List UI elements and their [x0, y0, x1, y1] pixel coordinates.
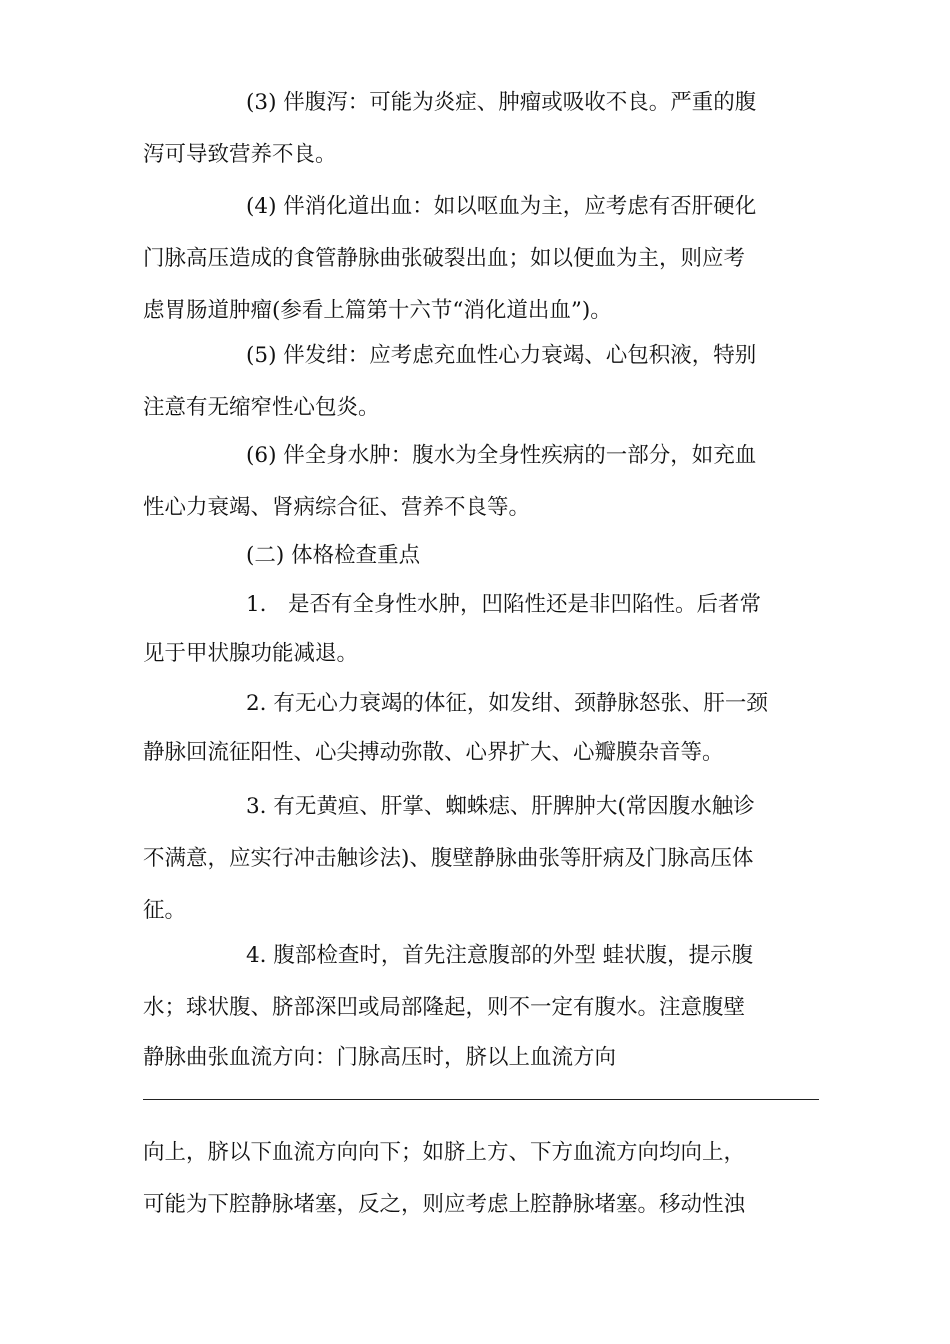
paragraph-line: (3) 伴腹泻：可能为炎症、肿瘤或吸收不良。严重的腹: [246, 90, 757, 115]
list-item-line: 静脉回流征阳性、心尖搏动弥散、心界扩大、心瓣膜杂音等。: [143, 740, 724, 765]
paragraph-line: 向上，脐以下血流方向向下；如脐上方、下方血流方向均向上，: [143, 1140, 746, 1165]
list-item-line: 1. 是否有全身性水肿，凹陷性还是非凹陷性。后者常: [246, 592, 762, 617]
list-item-line: 水；球状腹、脐部深凹或局部隆起，则不一定有腹水。注意腹壁: [143, 995, 746, 1020]
paragraph-line: 可能为下腔静脉堵塞，反之，则应考虑上腔静脉堵塞。移动性浊: [143, 1192, 746, 1217]
paragraph-line: (6) 伴全身水肿：腹水为全身性疾病的一部分，如充血: [246, 443, 757, 468]
paragraph-line: (5) 伴发绀：应考虑充血性心力衰竭、心包积液，特别: [246, 343, 757, 368]
list-item-line: 4. 腹部检查时，首先注意腹部的外型 蛙状腹，提示腹: [246, 943, 754, 968]
list-item-line: 静脉曲张血流方向：门脉高压时，脐以上血流方向: [143, 1045, 617, 1070]
paragraph-line: (4) 伴消化道出血：如以呕血为主，应考虑有否肝硬化: [246, 194, 757, 219]
page-divider: [143, 1099, 819, 1100]
list-item-line: 征。: [143, 898, 187, 923]
paragraph-line: 泻可导致营养不良。: [143, 142, 337, 167]
paragraph-line: 虑胃肠道肿瘤(参看上篇第十六节“消化道出血”)。: [143, 298, 612, 323]
paragraph-line: 门脉高压造成的食管静脉曲张破裂出血；如以便血为主，则应考: [143, 246, 746, 271]
paragraph-line: 性心力衰竭、肾病综合征、营养不良等。: [143, 495, 531, 520]
list-item-line: 2. 有无心力衰竭的体征，如发绀、颈静脉怒张、肝一颈: [246, 691, 768, 716]
section-heading: (二) 体格检查重点: [246, 543, 421, 568]
paragraph-line: 注意有无缩窄性心包炎。: [143, 395, 380, 420]
list-item-line: 不满意，应实行冲击触诊法)、腹壁静脉曲张等肝病及门脉高压体: [143, 846, 754, 871]
list-item-line: 3. 有无黄疸、肝掌、蜘蛛痣、肝脾肿大(常因腹水触诊: [246, 794, 755, 819]
list-item-line: 见于甲状腺功能减退。: [143, 641, 359, 666]
